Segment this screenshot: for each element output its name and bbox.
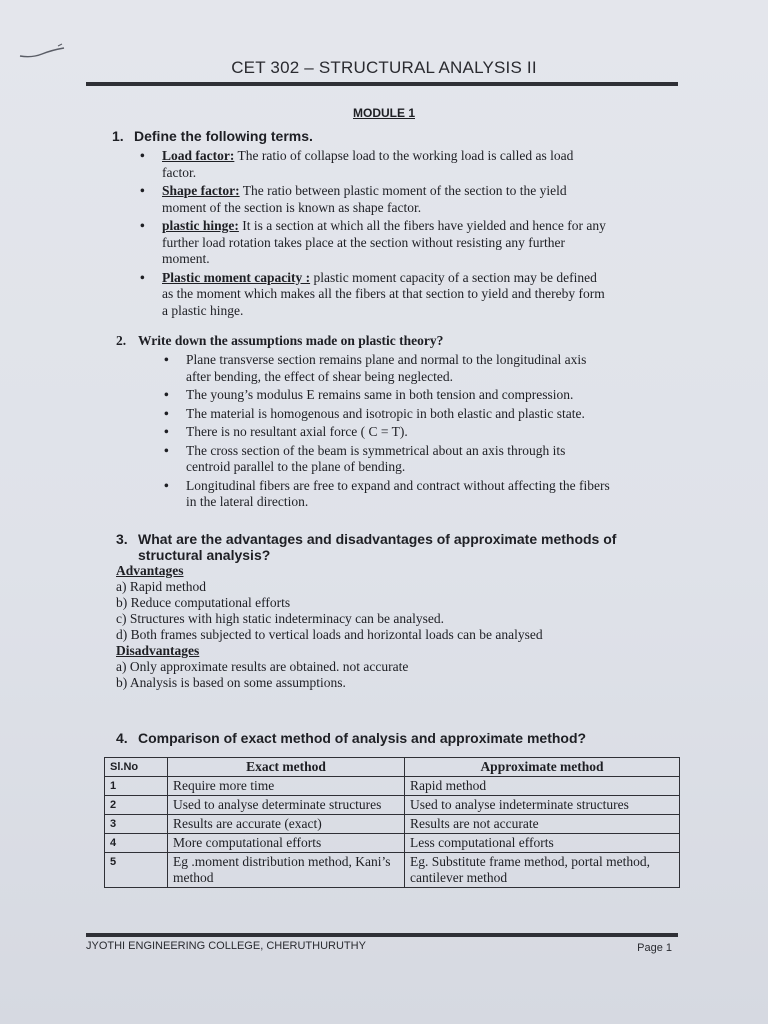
assumption-item: • The cross section of the beam is symmetrical about an axis through its centroid parallel to the plane of bending. [164, 442, 566, 474]
cell-approximate-method: Less computational efforts [405, 834, 680, 853]
disadvantage-item: a) Only approximate results are obtained. not accurate [116, 659, 409, 674]
question-number: 1. [112, 128, 124, 144]
table-row [105, 815, 680, 834]
cell-approximate-method: Results are not accurate [405, 815, 680, 834]
column-header-approximate: Approximate method [405, 758, 680, 777]
question-number: 4. [116, 730, 128, 746]
table-header-row [105, 758, 680, 777]
advantage-item: d) Both frames subjected to vertical loads and horizontal loads can be analysed [116, 627, 543, 642]
term-label: Plastic moment capacity : [162, 269, 311, 285]
bullet-icon: • [140, 218, 145, 233]
assumption-item: • Longitudinal fibers are free to expand and contract without affecting the fibers in the lateral direction. [164, 477, 610, 509]
cell-slno: 1 [105, 777, 168, 796]
cell-exact-method: Require more time [168, 777, 405, 796]
list-item: • plastic hinge: It is a section at which all the fibers have yielded and hence for any further load rotation takes place at the section without resisting any further moment. [140, 218, 606, 266]
question-text-line-1: What are the advantages and disadvantages of approximate methods of [138, 531, 617, 547]
question-1 [112, 128, 313, 144]
question-3 [116, 531, 616, 563]
column-header-slno: Sl.No [105, 758, 168, 777]
bullet-icon: • [164, 442, 169, 458]
advantage-item: a) Rapid method [116, 579, 206, 594]
question-2 [116, 333, 443, 349]
cell-exact-method: Used to analyse determinate structures [168, 796, 405, 815]
cell-exact-method: Eg .moment distribution method, Kani’s method [168, 853, 405, 888]
bullet-icon: • [164, 424, 169, 439]
bullet-icon: • [140, 148, 145, 163]
list-item: • Shape factor: The ratio between plastic moment of the section to the yield moment of the section is known as shape factor. [140, 183, 567, 215]
footer-rule [86, 933, 678, 937]
bullet-icon: • [140, 269, 145, 285]
footer-page-number: Page 1 [637, 942, 672, 954]
question-text-line-2: structural analysis? [138, 547, 271, 563]
bullet-icon: • [164, 477, 169, 493]
disadvantages-heading: Disadvantages [116, 643, 200, 658]
question-text: Comparison of exact method of analysis and approximate method? [138, 730, 587, 746]
question-number: 2. [116, 333, 127, 348]
advantage-item: b) Reduce computational efforts [116, 595, 291, 610]
cell-exact-method: Results are accurate (exact) [168, 815, 405, 834]
table-row [105, 834, 680, 853]
advantage-item: c) Structures with high static indeterminacy can be analysed. [116, 611, 445, 626]
table-row [105, 796, 680, 815]
assumption-item: • The young’s modulus E remains same in both tension and compression. [164, 387, 574, 402]
question-text: Define the following terms. [134, 128, 313, 144]
footer-college: JYOTHI ENGINEERING COLLEGE, CHERUTHURUTHY [86, 940, 366, 952]
bullet-icon: • [164, 405, 169, 421]
term-label: plastic hinge: [162, 218, 239, 233]
cell-approximate-method: Eg. Substitute frame method, portal method, cantilever method [405, 853, 680, 888]
cell-approximate-method: Used to analyse indeterminate structures [405, 796, 680, 815]
assumption-item: • Plane transverse section remains plane and normal to the longitudinal axis after bending, the effect of shear being neglected. [164, 352, 587, 384]
cell-slno: 2 [105, 796, 168, 815]
cell-approximate-method: Rapid method [405, 777, 680, 796]
table-row [105, 777, 680, 796]
question-4 [116, 730, 586, 746]
assumption-item: • The material is homogenous and isotropic in both elastic and plastic state. [164, 405, 585, 421]
cell-slno: 5 [105, 853, 168, 888]
header-rule [86, 82, 678, 86]
module-heading: MODULE 1 [352, 106, 415, 120]
q1-term-list [140, 148, 682, 321]
term-label: Shape factor: [162, 183, 240, 198]
column-header-exact: Exact method [168, 758, 405, 777]
cell-slno: 4 [105, 834, 168, 853]
bullet-icon: • [164, 352, 169, 367]
question-text: Write down the assumptions made on plastic theory? [138, 333, 444, 348]
cell-exact-method: More computational efforts [168, 834, 405, 853]
list-item: • Plastic moment capacity : plastic moment capacity of a section may be defined as the moment which makes all the fibers at that section to yield and thereby form a plastic hinge. [140, 269, 605, 318]
list-item: • Load factor: The ratio of collapse load to the working load is called as load factor. [140, 148, 574, 180]
page-title: CET 302 – STRUCTURAL ANALYSIS II [231, 58, 537, 77]
table-row [105, 853, 680, 888]
question-number: 3. [116, 531, 128, 547]
bullet-icon: • [140, 183, 145, 198]
disadvantage-item: b) Analysis is based on some assumptions. [116, 675, 346, 690]
term-label: Load factor: [162, 148, 235, 163]
q3-answer [116, 563, 543, 691]
assumption-item: • There is no resultant axial force ( C = T). [164, 424, 408, 439]
cell-slno: 3 [105, 815, 168, 834]
bullet-icon: • [164, 387, 169, 402]
comparison-table [104, 757, 680, 888]
q2-assumption-list [164, 352, 686, 513]
advantages-heading: Advantages [116, 563, 184, 578]
